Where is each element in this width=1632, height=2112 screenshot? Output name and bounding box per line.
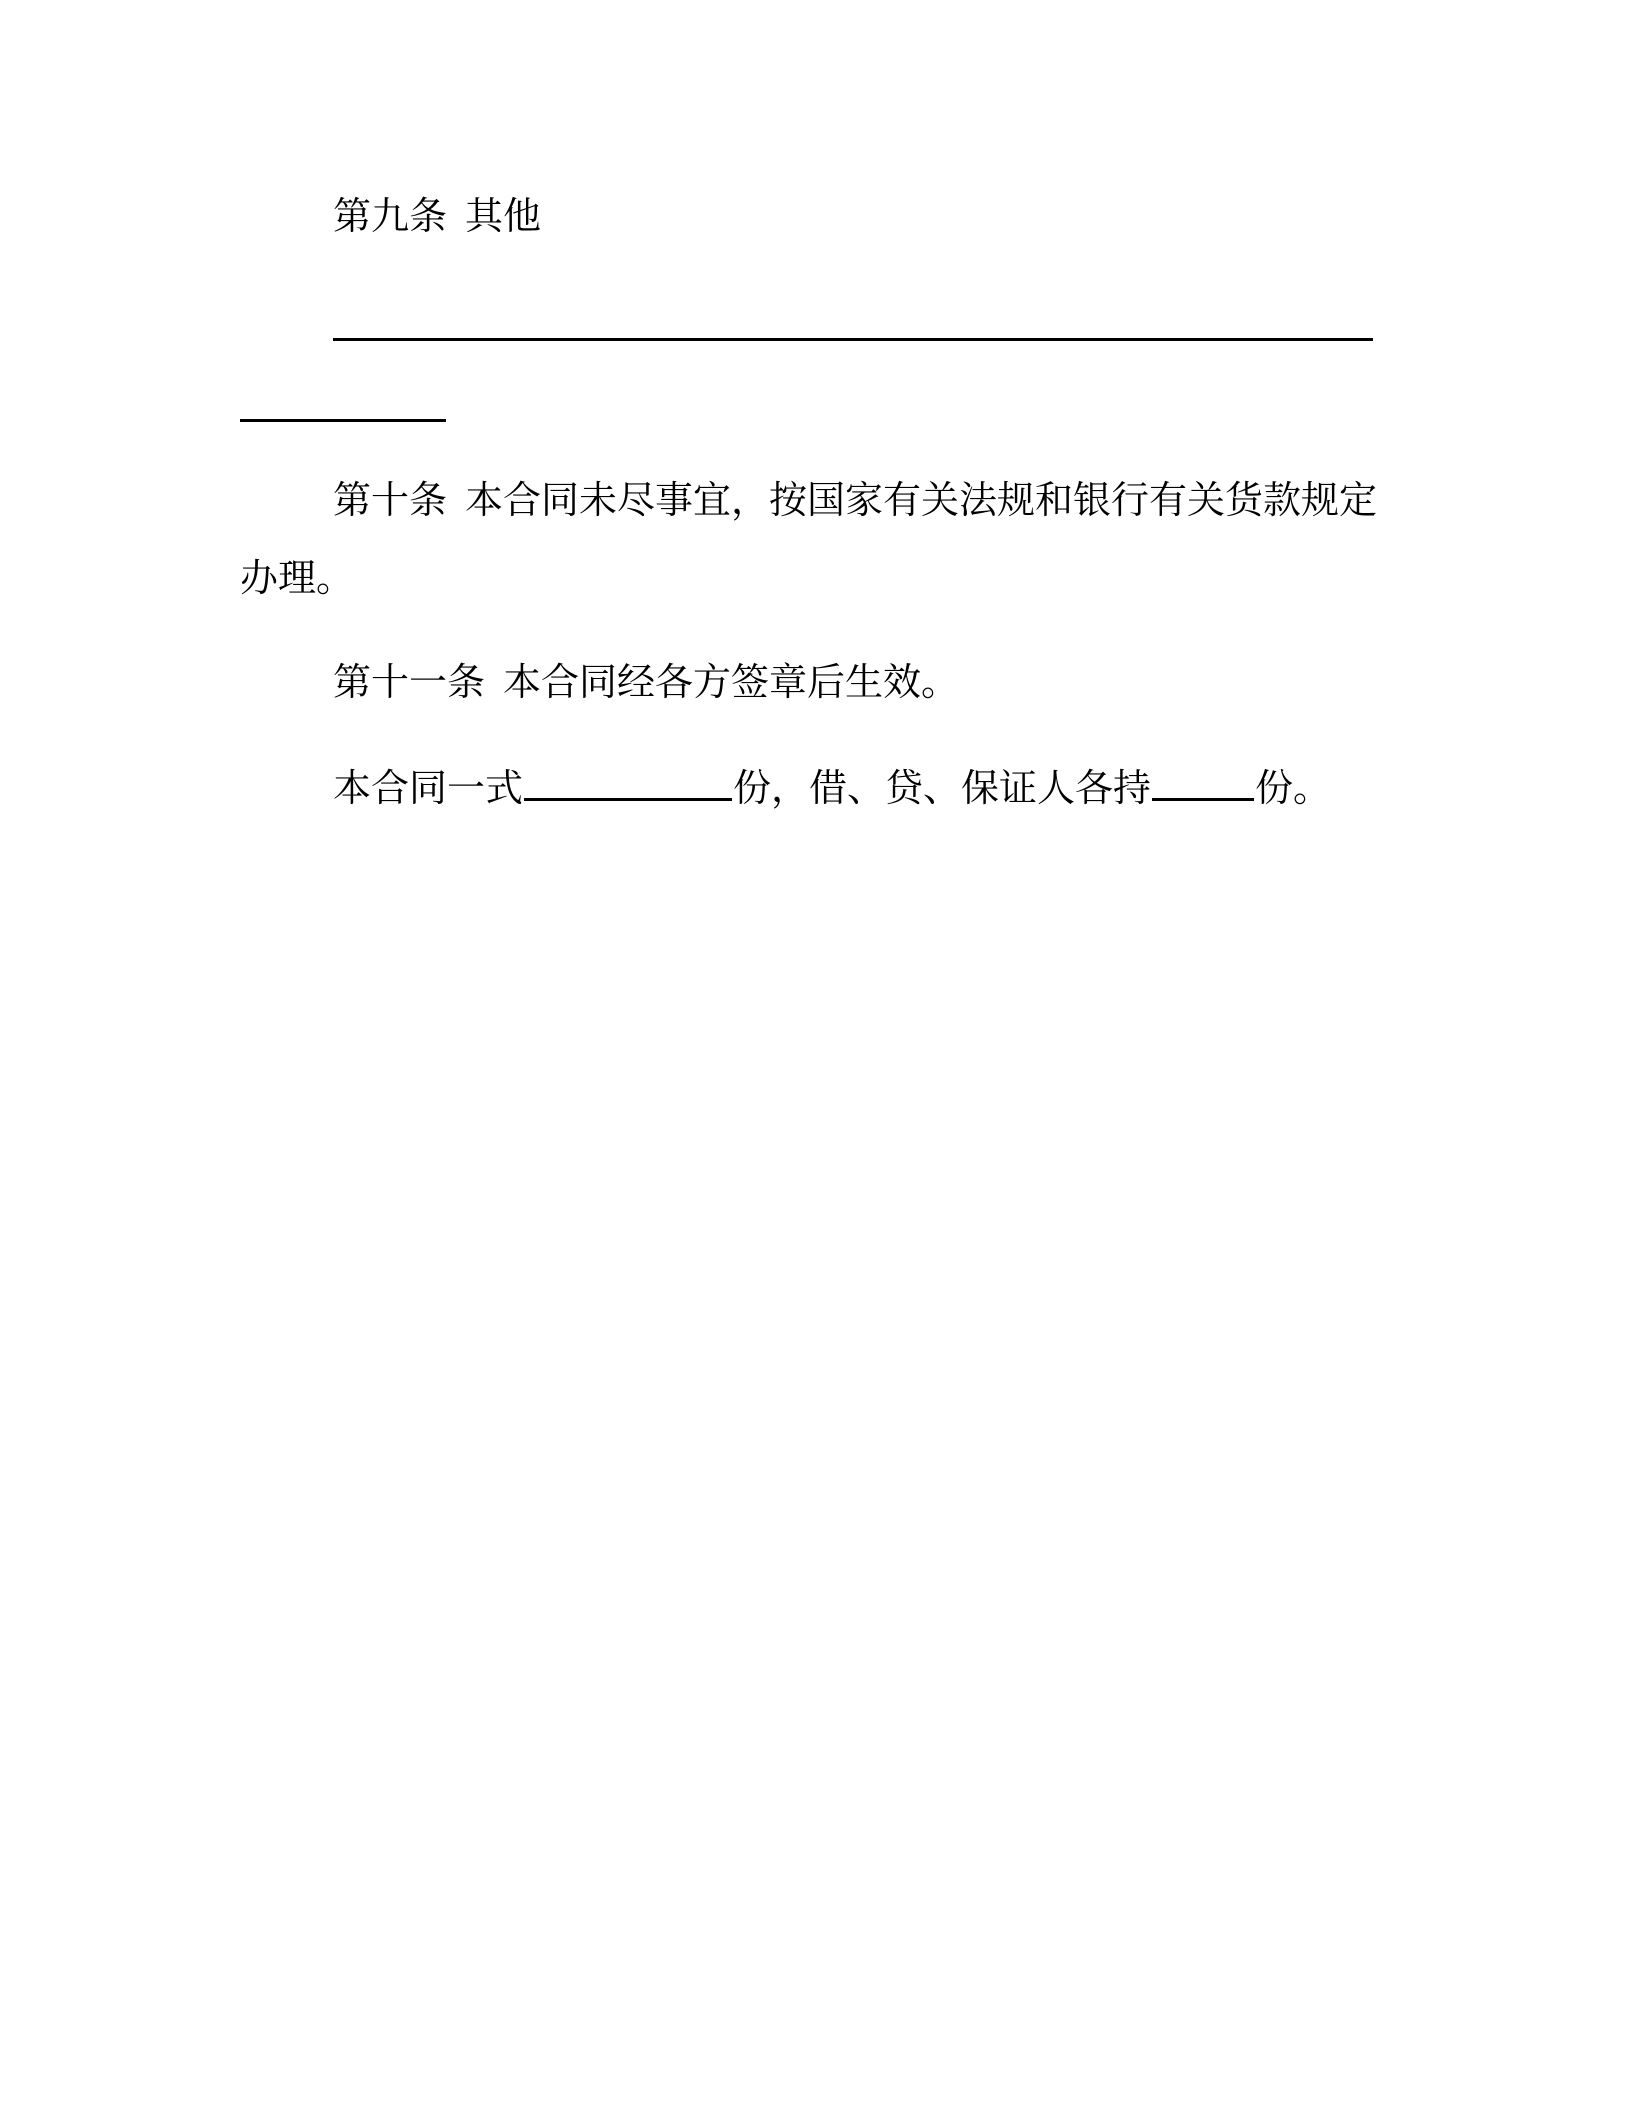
copies-prefix: 本合同一式 [333, 766, 524, 810]
copies-suffix: 份。 [1255, 766, 1332, 810]
article-11 [333, 660, 959, 704]
copies-clause [333, 762, 1331, 810]
total-copies-blank [524, 762, 732, 801]
article-9-title: 其他 [465, 194, 542, 238]
article-9-label: 第九条 [333, 194, 448, 238]
article-11-label: 第十一条 [333, 660, 486, 704]
each-party-copies-blank [1152, 762, 1254, 801]
article-10-label: 第十条 [333, 478, 448, 522]
article-9-heading [333, 194, 541, 238]
article-11-text: 本合同经各方签章后生效。 [503, 660, 960, 704]
copies-middle: 份，借、贷、保证人各持 [733, 766, 1152, 810]
article-10-line-1 [333, 478, 1377, 522]
article-10-text-line-1: 本合同未尽事宜，按国家有关法规和银行有关货款规定 [465, 478, 1378, 522]
article-9-blank-line-1 [333, 338, 1373, 341]
article-10-line-2 [240, 556, 354, 600]
article-10-text-line-2: 办理。 [240, 556, 355, 600]
article-9-blank-line-2 [240, 419, 446, 422]
